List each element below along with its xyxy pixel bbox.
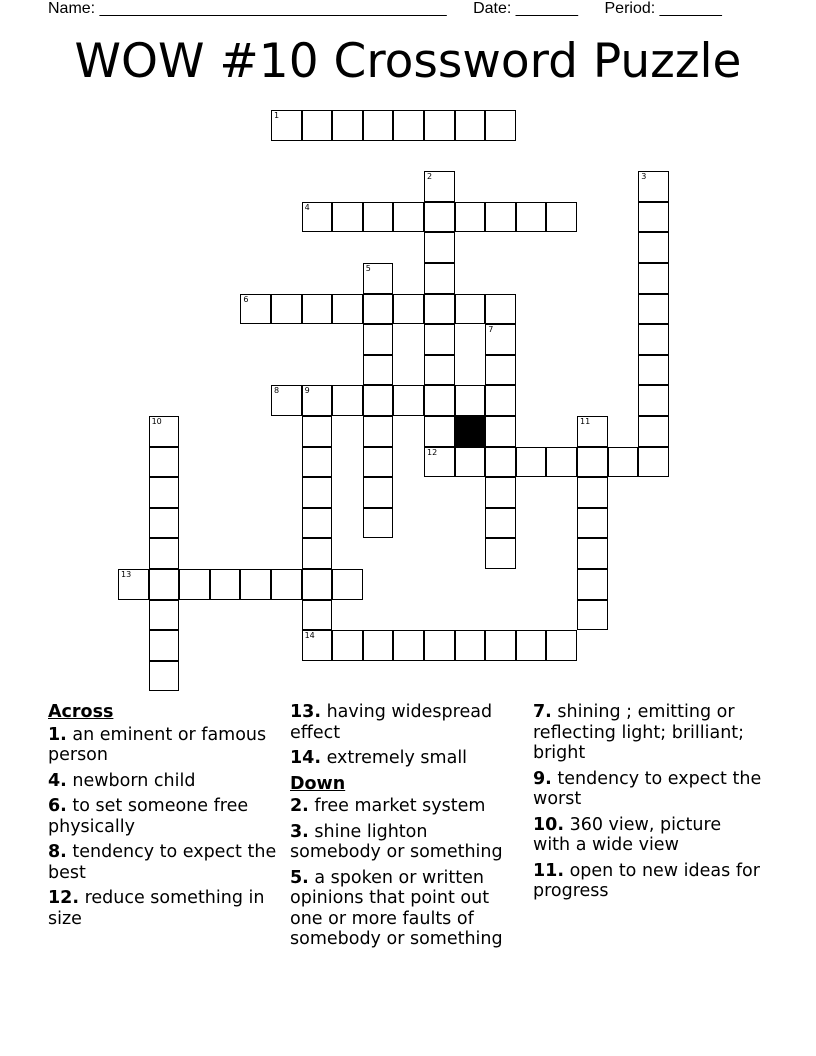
grid-cell[interactable] xyxy=(577,447,608,478)
grid-cell[interactable] xyxy=(516,630,547,661)
grid-cell[interactable] xyxy=(363,202,394,233)
grid-cell[interactable] xyxy=(149,477,180,508)
grid-cell[interactable] xyxy=(302,508,333,539)
cell-number: 2 xyxy=(427,172,433,182)
grid-cell[interactable] xyxy=(485,508,516,539)
clue-across-1: 1. an eminent or famous person xyxy=(48,724,267,765)
grid-cell[interactable] xyxy=(302,630,333,661)
grid-cell[interactable] xyxy=(149,447,180,478)
grid-cell[interactable] xyxy=(332,110,363,141)
grid-cell[interactable] xyxy=(149,416,180,447)
grid-cell[interactable] xyxy=(638,263,669,294)
grid-cell[interactable] xyxy=(302,294,333,325)
grid-cell[interactable] xyxy=(638,324,669,355)
black-cell xyxy=(455,416,486,447)
cell-number: 4 xyxy=(304,202,310,212)
grid-cell[interactable] xyxy=(608,447,639,478)
grid-cell[interactable] xyxy=(393,294,424,325)
grid-cell[interactable] xyxy=(638,171,669,202)
grid-cell[interactable] xyxy=(485,324,516,355)
grid-cell[interactable] xyxy=(271,110,302,141)
grid-cell[interactable] xyxy=(485,477,516,508)
grid-cell[interactable] xyxy=(455,110,486,141)
across-heading: Across xyxy=(48,702,114,722)
grid-cell[interactable] xyxy=(485,294,516,325)
grid-cell[interactable] xyxy=(363,110,394,141)
grid-cell[interactable] xyxy=(516,447,547,478)
grid-cell[interactable] xyxy=(546,630,577,661)
clue-down-3: 3. shine lighton somebody or something xyxy=(290,821,503,862)
grid-cell[interactable] xyxy=(363,477,394,508)
grid-cell[interactable] xyxy=(577,600,608,631)
clue-across-8: 8. tendency to expect the best xyxy=(48,842,277,883)
grid-cell[interactable] xyxy=(516,202,547,233)
grid-cell[interactable] xyxy=(179,569,210,600)
grid-cell[interactable] xyxy=(302,385,333,416)
grid-cell[interactable] xyxy=(546,202,577,233)
clue-across-14: 14. extremely small xyxy=(290,748,468,768)
grid-cell[interactable] xyxy=(638,416,669,447)
clue-across-12: 12. reduce something in size xyxy=(48,888,265,929)
cell-number: 5 xyxy=(365,264,371,273)
grid-cell[interactable] xyxy=(393,630,424,661)
grid-cell[interactable] xyxy=(638,232,669,263)
grid-cell[interactable] xyxy=(363,630,394,661)
grid-cell[interactable] xyxy=(485,385,516,416)
grid-cell[interactable] xyxy=(577,477,608,508)
grid-cell[interactable] xyxy=(455,294,486,325)
grid-cell[interactable] xyxy=(363,508,394,539)
clue-down-11: 11. open to new ideas for progress xyxy=(533,860,760,901)
cell-number: 13 xyxy=(121,570,132,579)
grid-cell[interactable] xyxy=(424,232,455,263)
period-field[interactable]: Period: _______ xyxy=(604,0,722,17)
clue-down-2: 2. free market system xyxy=(290,796,486,816)
grid-cell[interactable] xyxy=(271,385,302,416)
clue-down-5: 5. a spoken or written opinions that point out one or more faults of somebody or something xyxy=(290,867,503,949)
cell-number: 10 xyxy=(151,417,162,426)
grid-cell[interactable] xyxy=(455,385,486,416)
grid-cell[interactable] xyxy=(302,416,333,447)
clue-across-6: 6. to set someone free physically xyxy=(48,796,249,837)
clues-column-1 xyxy=(48,702,278,934)
grid-cell[interactable] xyxy=(240,294,271,325)
grid-cell[interactable] xyxy=(332,294,363,325)
grid-cell[interactable] xyxy=(240,569,271,600)
cell-number: 1 xyxy=(274,111,280,120)
clue-down-9: 9. tendency to expect the worst xyxy=(533,768,762,809)
grid-cell[interactable] xyxy=(363,416,394,447)
grid-cell[interactable] xyxy=(577,538,608,569)
cell-number: 6 xyxy=(243,294,249,304)
clues-column-3 xyxy=(533,702,763,907)
grid-cell[interactable] xyxy=(271,294,302,325)
grid-cell[interactable] xyxy=(424,171,455,202)
grid-cell[interactable] xyxy=(363,294,394,325)
grid-cell[interactable] xyxy=(149,508,180,539)
grid-cell[interactable] xyxy=(424,110,455,141)
puzzle-title: WOW #10 Crossword Puzzle xyxy=(74,34,742,89)
grid-cell[interactable] xyxy=(485,447,516,478)
cell-number: 9 xyxy=(304,386,310,396)
clues-column-2 xyxy=(290,702,520,955)
grid-cell[interactable] xyxy=(577,416,608,447)
grid-cell[interactable] xyxy=(424,630,455,661)
grid-cell[interactable] xyxy=(485,110,516,141)
grid-cell[interactable] xyxy=(455,447,486,478)
grid-cell[interactable] xyxy=(332,385,363,416)
clue-across-4: 4. newborn child xyxy=(48,770,196,791)
grid-cell[interactable] xyxy=(424,202,455,233)
grid-cell[interactable] xyxy=(363,447,394,478)
date-field[interactable]: Date: _______ xyxy=(473,0,579,17)
grid-cell[interactable] xyxy=(302,202,333,233)
grid-cell[interactable] xyxy=(424,294,455,325)
clue-down-10: 10. 360 view, picture with a wide view xyxy=(533,814,722,855)
grid-cell[interactable] xyxy=(363,355,394,386)
cell-number: 7 xyxy=(488,325,494,335)
grid-cell[interactable] xyxy=(424,355,455,386)
grid-cell[interactable] xyxy=(332,569,363,600)
grid-cell[interactable] xyxy=(302,600,333,631)
grid-cell[interactable] xyxy=(424,447,455,478)
grid-cell[interactable] xyxy=(302,538,333,569)
grid-cell[interactable] xyxy=(363,324,394,355)
cell-number: 8 xyxy=(274,386,280,396)
grid-cell[interactable] xyxy=(577,569,608,600)
grid-cell[interactable] xyxy=(302,110,333,141)
grid-cell[interactable] xyxy=(210,569,241,600)
grid-cell[interactable] xyxy=(485,538,516,569)
clue-down-7: 7. shining ; emitting or reflecting light; brilliant; bright xyxy=(533,702,745,763)
grid-cell[interactable] xyxy=(302,447,333,478)
grid-cell[interactable] xyxy=(546,447,577,478)
name-field[interactable]: Name: _______________________________________ xyxy=(48,0,447,17)
cell-number: 3 xyxy=(641,172,647,182)
grid-cell[interactable] xyxy=(393,202,424,233)
grid-cell[interactable] xyxy=(332,630,363,661)
cell-number: 11 xyxy=(580,417,591,426)
grid-cell[interactable] xyxy=(363,263,394,294)
grid-cell[interactable] xyxy=(118,569,149,600)
grid-cell[interactable] xyxy=(149,630,180,661)
grid-cell[interactable] xyxy=(638,447,669,478)
grid-cell[interactable] xyxy=(424,416,455,447)
cell-number: 12 xyxy=(427,447,438,457)
grid-cell[interactable] xyxy=(149,569,180,600)
cell-number: 14 xyxy=(304,631,315,641)
grid-cell[interactable] xyxy=(302,477,333,508)
grid-cell[interactable] xyxy=(485,355,516,386)
grid-cell[interactable] xyxy=(149,600,180,631)
grid-cell[interactable] xyxy=(485,630,516,661)
grid-cell[interactable] xyxy=(424,263,455,294)
grid-cell[interactable] xyxy=(424,385,455,416)
grid-cell[interactable] xyxy=(332,202,363,233)
grid-cell[interactable] xyxy=(638,294,669,325)
grid-cell[interactable] xyxy=(393,385,424,416)
grid-cell[interactable] xyxy=(424,324,455,355)
grid-cell[interactable] xyxy=(149,661,180,692)
grid-cell[interactable] xyxy=(363,385,394,416)
down-heading: Down xyxy=(290,773,346,794)
grid-cell[interactable] xyxy=(455,630,486,661)
grid-cell[interactable] xyxy=(302,569,333,600)
grid-cell[interactable] xyxy=(485,202,516,233)
grid-cell[interactable] xyxy=(455,202,486,233)
grid-cell[interactable] xyxy=(393,110,424,141)
grid-cell[interactable] xyxy=(638,202,669,233)
grid-cell[interactable] xyxy=(638,385,669,416)
grid-cell[interactable] xyxy=(271,569,302,600)
grid-cell[interactable] xyxy=(638,355,669,386)
grid-cell[interactable] xyxy=(149,538,180,569)
grid-cell[interactable] xyxy=(485,416,516,447)
clue-across-13: 13. having widespread effect xyxy=(290,702,493,743)
grid-cell[interactable] xyxy=(577,508,608,539)
